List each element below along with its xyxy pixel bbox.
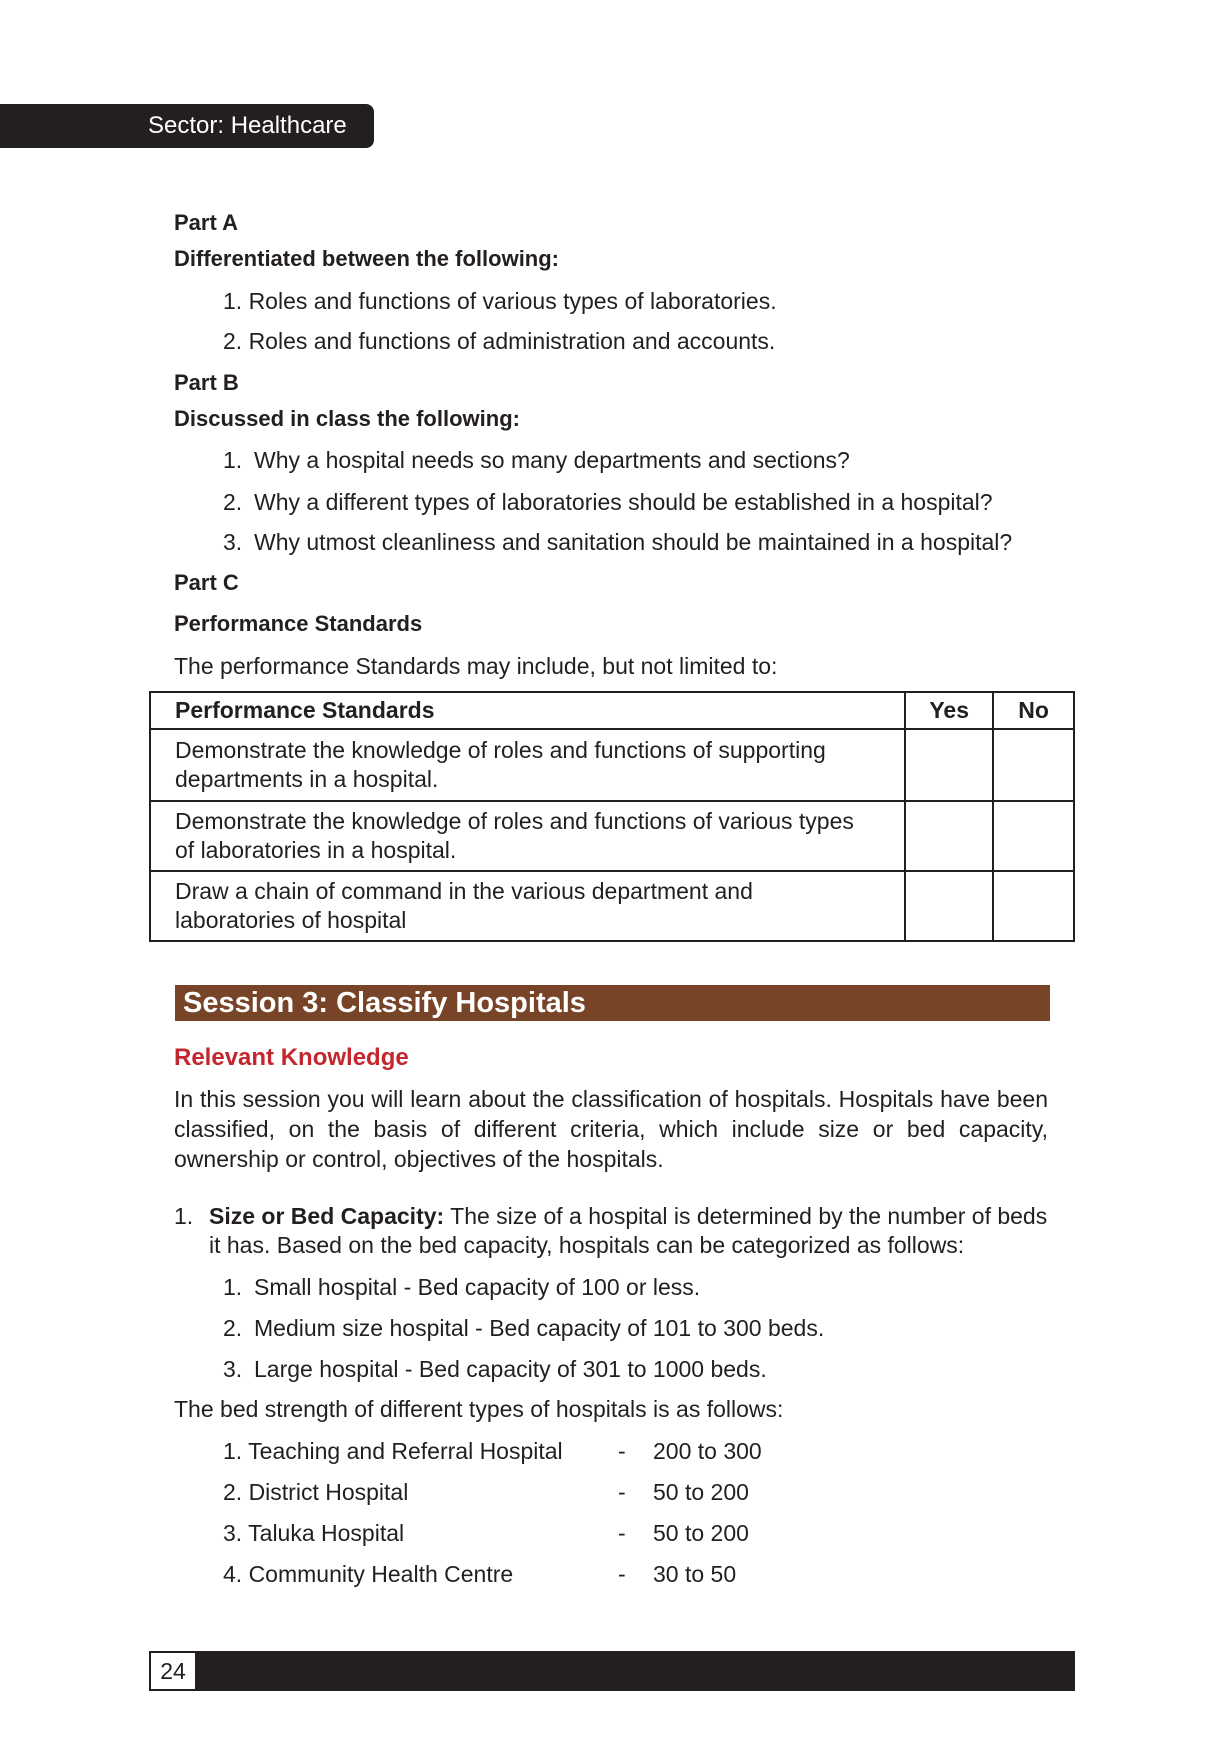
size-item: Large hospital - Bed capacity of 301 to 1000 beds. <box>254 1356 767 1382</box>
column-header: Yes <box>905 692 993 729</box>
yes-cell[interactable] <box>905 871 993 941</box>
column-header: No <box>993 692 1074 729</box>
standard-text-line: laboratories of hospital <box>175 907 407 933</box>
standard-text-line: of laboratories in a hospital. <box>175 837 457 863</box>
part-c-title: Part C <box>174 570 239 595</box>
footer-bar <box>197 1651 1075 1691</box>
part-b-item: Why a different types of laboratories should be established in a hospital? <box>254 489 993 515</box>
part-c-subtitle: Performance Standards <box>174 611 423 636</box>
standard-cell <box>150 871 905 941</box>
bed-strength-intro: The bed strength of different types of hospitals is as follows: <box>174 1396 784 1422</box>
performance-standards-table <box>149 691 1075 942</box>
part-b-item-num: 1. <box>223 447 243 473</box>
size-item: Medium size hospital - Bed capacity of 101 to 300 beds. <box>254 1315 825 1341</box>
hospital-type: 4. Community Health Centre <box>223 1561 514 1587</box>
separator-dash: - <box>618 1561 626 1587</box>
yes-cell[interactable] <box>905 801 993 871</box>
bed-range: 50 to 200 <box>653 1520 749 1546</box>
part-a-title: Part A <box>174 210 238 235</box>
point-text-line2: it has. Based on the bed capacity, hospitals can be categorized as follows: <box>209 1232 965 1258</box>
standard-cell <box>150 729 905 801</box>
size-item-num: 3. <box>223 1356 243 1382</box>
page-number: 24 <box>149 1651 197 1691</box>
table-header-row <box>150 692 1074 729</box>
standard-text-line: departments in a hospital. <box>175 766 439 792</box>
part-b-subtitle: Discussed in class the following: <box>174 406 520 431</box>
hospital-type: 1. Teaching and Referral Hospital <box>223 1438 563 1464</box>
point-number: 1. <box>174 1203 194 1229</box>
standard-text-line: Demonstrate the knowledge of roles and functions of supporting <box>175 737 826 763</box>
size-item-num: 1. <box>223 1274 243 1300</box>
table-row <box>150 729 1074 801</box>
part-b-item: Why utmost cleanliness and sanitation should be maintained in a hospital? <box>254 529 1013 555</box>
table-row <box>150 871 1074 941</box>
sector-header: Sector: Healthcare <box>0 104 374 148</box>
part-a-item: 1. Roles and functions of various types of laboratories. <box>223 288 777 314</box>
part-b-item-num: 2. <box>223 489 243 515</box>
table-row <box>150 801 1074 871</box>
size-item-num: 2. <box>223 1315 243 1341</box>
separator-dash: - <box>618 1479 626 1505</box>
part-b-title: Part B <box>174 370 239 395</box>
bed-range: 30 to 50 <box>653 1561 737 1587</box>
bed-range: 200 to 300 <box>653 1438 762 1464</box>
session-title: Session 3: Classify Hospitals <box>175 985 1050 1021</box>
part-b-item-num: 3. <box>223 529 243 555</box>
standard-text-line: Draw a chain of command in the various department and <box>175 878 753 904</box>
point-rest: The size of a hospital is determined by the number of beds <box>444 1203 1048 1229</box>
point-bold-label: Size or Bed Capacity: <box>209 1203 445 1229</box>
size-item: Small hospital - Bed capacity of 100 or less. <box>254 1274 701 1300</box>
no-cell[interactable] <box>993 871 1074 941</box>
standard-text-line: Demonstrate the knowledge of roles and functions of various types <box>175 808 854 834</box>
separator-dash: - <box>618 1520 626 1546</box>
no-cell[interactable] <box>993 729 1074 801</box>
bed-range: 50 to 200 <box>653 1479 749 1505</box>
point-text <box>209 1202 1049 1230</box>
yes-cell[interactable] <box>905 729 993 801</box>
separator-dash: - <box>618 1438 626 1464</box>
relevant-knowledge-heading: Relevant Knowledge <box>174 1044 409 1071</box>
part-a-subtitle: Differentiated between the following: <box>174 246 560 271</box>
part-a-item: 2. Roles and functions of administration and accounts. <box>223 328 776 354</box>
column-header: Performance Standards <box>150 692 905 729</box>
no-cell[interactable] <box>993 801 1074 871</box>
hospital-type: 2. District Hospital <box>223 1479 409 1505</box>
standard-cell <box>150 801 905 871</box>
session-intro: In this session you will learn about the classification of hospitals. Hospitals have been classified, on the basis of different criteria, which include size or bed capacity, ownership or control, objectives of the hospitals. <box>174 1086 1048 1172</box>
part-b-item: Why a hospital needs so many departments and sections? <box>254 447 850 473</box>
hospital-type: 3. Taluka Hospital <box>223 1520 405 1546</box>
part-c-intro: The performance Standards may include, but not limited to: <box>174 653 778 679</box>
